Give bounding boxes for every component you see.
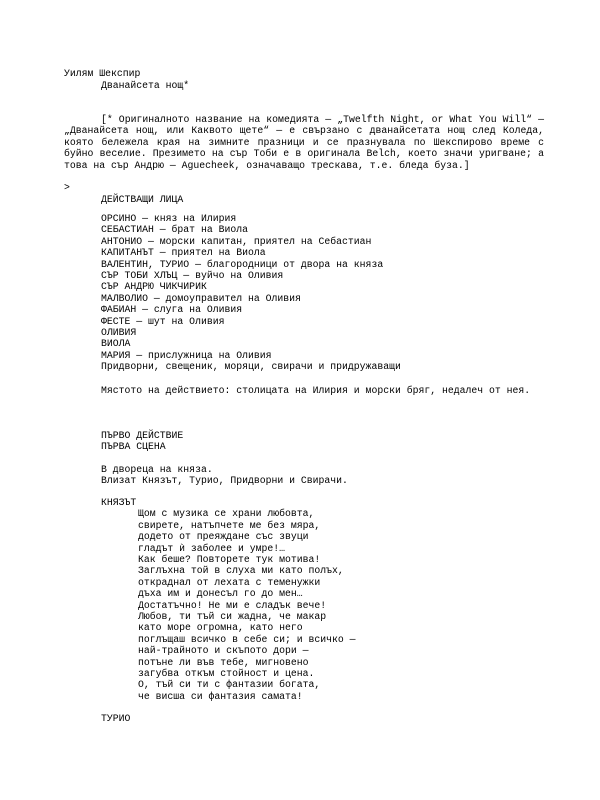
character-entry: МАЛВОЛИО — домоуправител на Оливия [101,292,301,304]
verse-line: додето от преяждане със звуци [138,531,309,543]
character-entry: Придворни, свещеник, моряци, свирачи и придружаващи [101,361,401,373]
verse-line: поглъщаш всичко в себе си; и всичко — [138,633,356,645]
verse-line: че висша си фантазия самата! [138,690,303,702]
play-title: Дванайсета нощ* [101,80,190,91]
verse-line: като море огромна, като него [138,622,303,634]
verse-line: О, тъй си ти с фантазии богата, [138,679,321,691]
stage-direction: В двореца на княза. [101,464,213,475]
verse-line: потъне ли във тебе, мигновено [138,656,309,668]
stage-direction: Влизат Князът, Турио, Придворни и Свирачи. [101,475,348,487]
setting-paragraph: Мястото на действието: столицата на Илирия и морски бряг, недалеч от нея. [101,385,531,396]
verse-line: дъха им и донесъл го до мен… [138,588,303,600]
quote-marker: > [64,182,70,193]
verse-line: най-трайното и скъпото дори — [138,645,309,657]
character-entry: ВАЛЕНТИН, ТУРИО — благородници от двора на княза [101,258,384,270]
character-entry: СЪР ТОБИ ХЛЪЦ — вуйчо на Оливия [101,270,284,281]
character-entry: ФАБИАН — слуга на Оливия [101,304,243,316]
character-entry: ОЛИВИЯ [101,327,137,338]
scene-title: ПЪРВА СЦЕНА [101,441,166,453]
act-title: ПЪРВО ДЕЙСТВИЕ [101,430,184,441]
verse-line: Достатъчно! Не ми е сладък вече! [138,599,327,611]
character-entry: СЪР АНДРЮ ЧИКЧИРИК [101,281,207,293]
title-footnote: [* Оригиналното название на комедията — „Twelfth Night, or What You Will“ — „Дванайсета нощ, или Каквото щете“ — е свързано с дванайсетата нощ след Коледа, която бележела края на зимните празници и се празнувала по Шекспирово време с буйно веселие. Презимето на сър Тоби е в оригинала Belch, което значи уригване; а това на сър Андрю — Aguecheek, означаващо трескава, т.е. бледа буза.] [64,114,544,171]
author-name: Уилям Шекспир [64,68,141,79]
speaker-name: ТУРИО [101,713,131,724]
verse-line: гладът ѝ заболее и умре!… [138,542,285,554]
character-entry: МАРИЯ — прислужница на Оливия [101,349,272,361]
verse-line: откраднал от лехата с теменужки [138,576,321,588]
character-entry: СЕБАСТИАН — брат на Виола [101,224,248,236]
characters-heading: ДЕЙСТВАЩИ ЛИЦА [101,194,184,205]
speaker-name: КНЯЗЪТ [101,497,137,508]
verse-line: свирете, натъпчете ме без мяра, [138,519,321,531]
character-entry: АНТОНИО — морски капитан, приятел на Себастиан [101,235,372,247]
character-entry: КАПИТАНЪТ — приятел на Виола [101,247,266,259]
verse-line: загубва откъм стойност и цена. [138,668,315,679]
verse-line: Щом с музика се храни любовта, [138,508,315,520]
character-entry: ФЕСТЕ — шут на Оливия [101,315,225,327]
character-entry: ВИОЛА [101,338,131,350]
verse-line: Как беше? Повторете тук мотива! [138,554,321,565]
verse-line: Любов, ти тъй си жадна, че макар [138,611,327,622]
verse-line: Заглъхна той в слуха ми като полъх, [138,565,344,577]
character-entry: ОРСИНО — княз на Илирия [101,213,237,224]
